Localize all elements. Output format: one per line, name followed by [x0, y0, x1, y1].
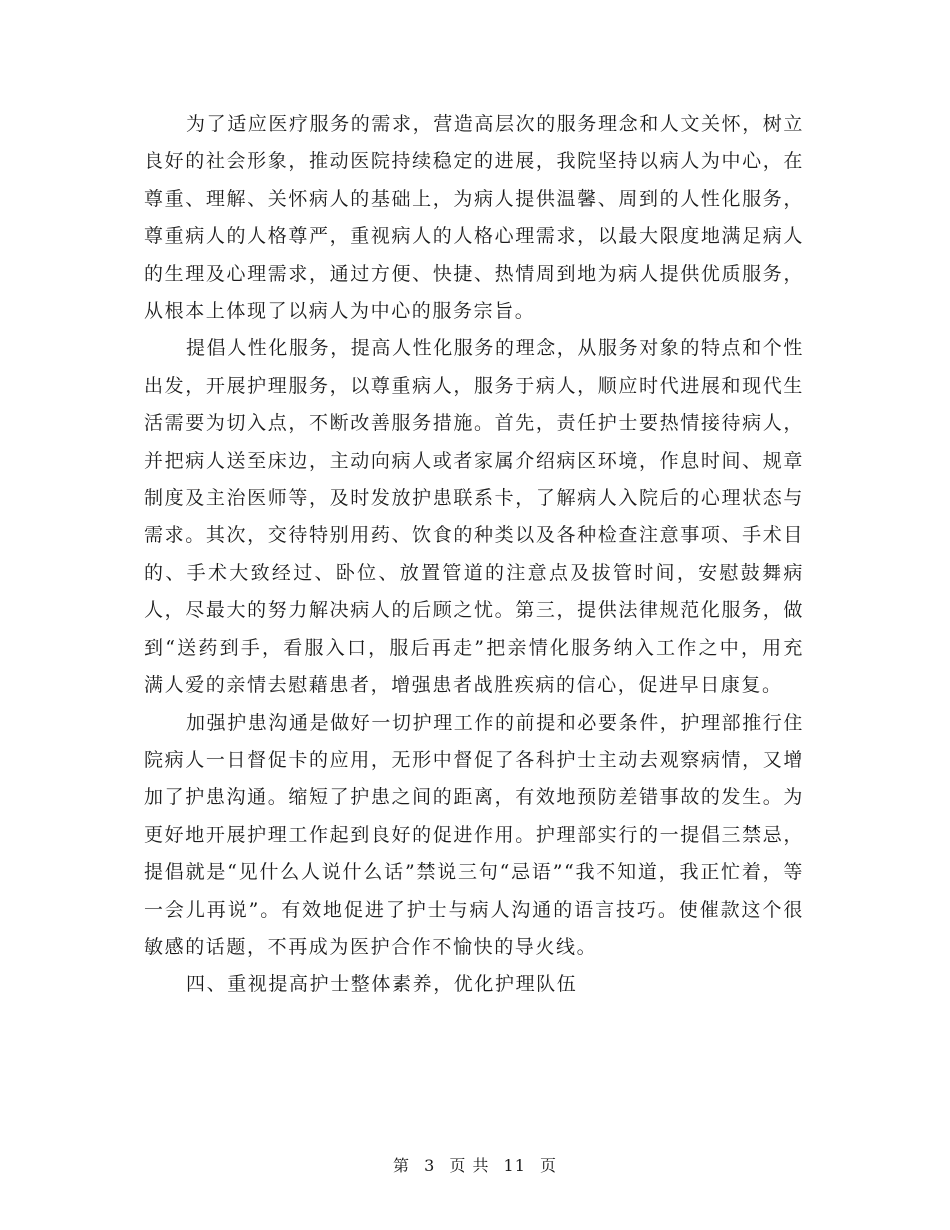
- paragraph-1: 为了适应医疗服务的需求，营造高层次的服务理念和人文关怀，树立良好的社会形象，推动医院持续稳定的进展，我院坚持以病人为中心，在尊重、理解、关怀病人的基础上，为病人提供温馨、周到的人性化服务，尊重病人的人格尊严，重视病人的人格心理需求，以最大限度地满足病人的生理及心理需求，通过方便、快捷、热情周到地为病人提供优质服务，从根本上体现了以病人为中心的服务宗旨。: [144, 113, 805, 323]
- footer-page-number: 3: [424, 1156, 436, 1175]
- paragraph-3: 加强护患沟通是做好一切护理工作的前提和必要条件，护理部推行住院病人一日督促卡的应用，无形中督促了各科护士主动去观察病情，又增加了护患沟通。缩短了护患之间的距离，有效地预防差错事故的发生。为更好地开展护理工作起到良好的促进作用。护理部实行的一提倡三禁忌，提倡就是“见什么人说什么话”禁说三句“忌语”“我不知道，我正忙着，等一会儿再说”。有效地促进了护士与病人沟通的语言技巧。使催款这个很敏感的话题，不再成为医护合作不愉快的导火线。: [144, 711, 805, 958]
- footer-prefix: 第: [392, 1156, 410, 1175]
- paragraph-2: 提倡人性化服务，提高人性化服务的理念，从服务对象的特点和个性出发，开展护理服务，以尊重病人，服务于病人，顺应时代进展和现代生活需要为切入点，不断改善服务措施。首先，责任护士要热情接待病人，并把病人送至床边，主动向病人或者家属介绍病区环境，作息时间、规章制度及主治医师等，及时发放护患联系卡，了解病人入院后的心理状态与需求。其次，交待特别用药、饮食的种类以及各种检查注意事项、手术目的、手术大致经过、卧位、放置管道的注意点及拔管时间，安慰鼓舞病人，尽最大的努力解决病人的后顾之忧。第三，提供法律规范化服务，做到“送药到手，看服入口，服后再走”把亲情化服务纳入工作之中，用充满人爱的亲情去慰藉患者，增强患者战胜疾病的信心，促进早日康复。: [144, 337, 805, 697]
- footer-total-pages: 11: [503, 1156, 526, 1175]
- section-heading: 四、重视提高护士整体素养，优化护理队伍: [186, 973, 578, 996]
- body-text: [144, 106, 804, 1004]
- footer-middle: 页 共: [449, 1156, 490, 1175]
- page-footer: [0, 1153, 950, 1176]
- footer-suffix: 页: [540, 1156, 558, 1175]
